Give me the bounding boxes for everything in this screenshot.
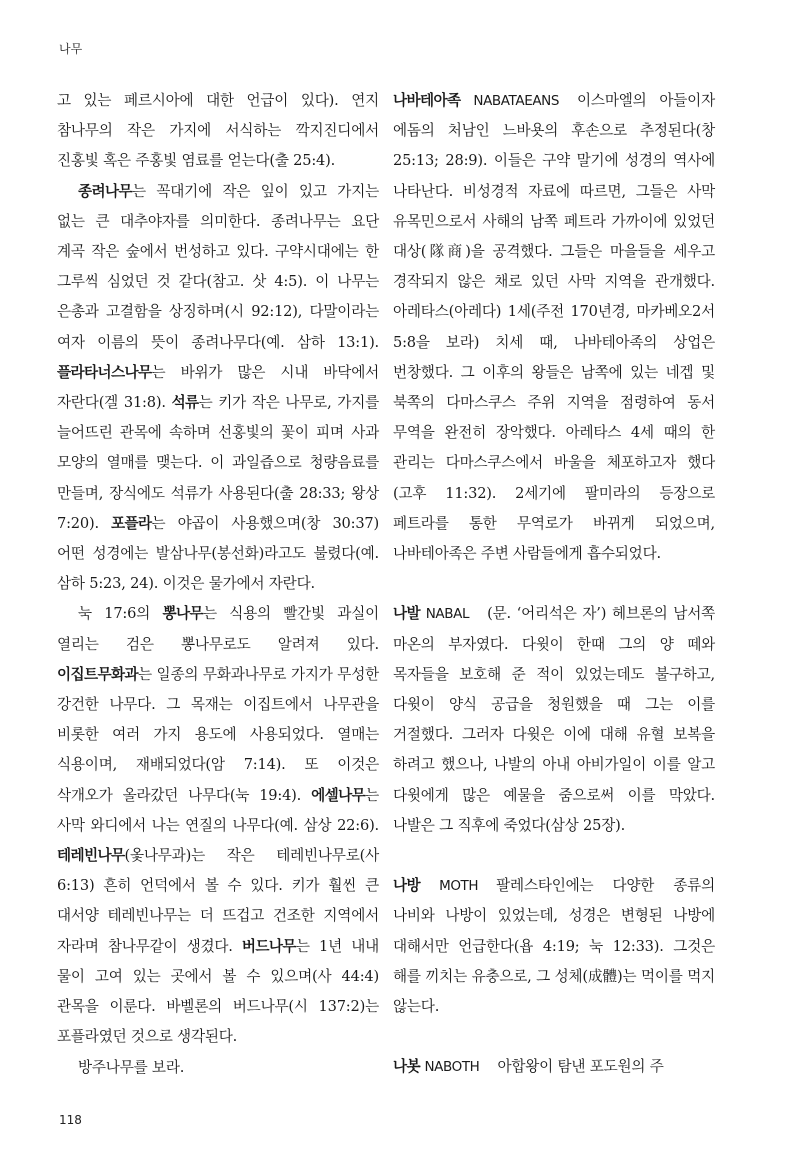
body-text: 는 바위가 많은 시내 바닥에서 자란다(겔 31:8). (57, 363, 379, 412)
dictionary-entry (393, 1052, 715, 1082)
entry-english: NABAL (425, 606, 470, 623)
body-text: 눅 17:6의 (78, 605, 163, 623)
body-text: 고 있는 페르시아에 대한 언급이 있다). 연지 참나무의 작은 가지에 서식하는 깍지진디에서 진홍빛 혹은 주홍빛 염료를 얻는다(출 25:4). (57, 92, 379, 170)
running-head: 나무 (59, 42, 83, 56)
body-text: 는 일종의 무화과나무로 가지가 무성한 강건한 나무다. 그 목재는 이집트에서 나무관을 비롯한 여러 가지 용도에 사용되었다. 열매는 식용이며, 재배되었다(암 7:14). 또 이것은 삭개오가 올라갔던 나무다(눅 19:4). (57, 665, 379, 804)
paragraph (57, 599, 379, 1052)
entry-english: MOTH (439, 878, 479, 895)
entry-headword: 나봇 (393, 1058, 420, 1076)
body-text: 는 키가 작은 나무로, 가지를 늘어뜨린 관목에 속하며 선홍빛의 꽃이 피며 사과 모양의 열매를 맺는다. 이 과일즙으로 청량음료를 만들며, 장식에도 석류가 사용된다(출 28:33; 왕상 7:20). (57, 394, 379, 532)
entry-body: 팔레스타인에는 다양한 종류의 나비와 나방이 있었는데, 성경은 변형된 나방에 대해서만 언급한다(욥 4:19; 눅 12:33). 그것은 해를 끼치는 유충으로, 그 성체(成體)는 먹이를 먹지 않는다. (393, 877, 715, 1016)
entry-body: 이스마엘의 아들이자 에돔의 처남인 느바욧의 후손으로 추정된다(창 25:13; 28:9). 이들은 구약 말기에 성경의 역사에 나타난다. 비성경적 자료에 따르면, 그들은 사막 유목민으로서 사해의 남쪽 페트라 가까이에 있었던 대상(隊商)을 공격했다. 그들은 마을들을 세우고 경작되지 않은 채로 있던 사막 지역을 관개했다. 아레타스(아레다) 1세(주전 170년경, 마카베오2서 5:8을 보라) 치세 때, 나바테아족의 상업은 번창했다. 그 이후의 왕들은 남쪽에 있는 네겝 및 북쪽의 다마스쿠스 주위 지역을 점령하여 동서 무역을 완전히 장악했다. 아레타스 4세 때의 한 관리는 다마스쿠스에서 바울을 체포하고자 했다(고후 11:32). 2세기에 팔미라의 등장으로 페트라를 통한 무역로가 바뀌게 되었으며, 나바테아족은 주변 사람들에게 흡수되었다. (393, 92, 715, 563)
term-pomegranate: 석류 (171, 394, 199, 412)
page-number: 118 (59, 1113, 82, 1127)
body-text: 는 1년 내내 물이 고여 있는 곳에서 볼 수 있으며(사 44:4) 관목을 이룬다. 바벨론의 버드나무(시 137:2)는 포플라였던 것으로 생각된다. (57, 937, 379, 1046)
dictionary-entry (393, 871, 715, 1022)
entry-body: 아합왕이 탐낸 포도원의 주 (497, 1058, 664, 1076)
dictionary-entry (393, 86, 715, 569)
entry-english: NABATAEANS (473, 93, 560, 109)
term-willow: 버드나무 (241, 937, 296, 955)
term-sycomore: 이집트무화과 (57, 665, 138, 683)
term-terebinth: 테레빈나무 (57, 847, 125, 865)
body-text: 는 꼭대기에 작은 잎이 있고 가지는 없는 큰 대추야자를 의미한다. 종려나무는 요단 계곡 작은 숲에서 번성하고 있다. 구약시대에는 한 그루씩 심었던 것 같다(참고. 삿 4:5). 이 나무는 은총과 고결함을 상징하며(시 92:12), 다말이라는 여자 이름의 뜻이 종려나무다(예. 삼하 13:1). (57, 182, 379, 351)
body-text: 는 사막 와디에서 나는 연질의 나무다(예. 삼상 22:6). (57, 786, 379, 834)
cross-reference (57, 1053, 379, 1083)
body-text: 는 야곱이 사용했으며(창 30:37) 어떤 성경에는 발삼나무(봉선화)라고도 불렸다(예. 삼하 5:23, 24). 이것은 물가에서 자란다. (57, 514, 379, 593)
body-text: (옻나무과)는 작은 테레빈나무로(사 6:13) 흔히 언덕에서 볼 수 있다. 키가 훨씬 큰 대서양 테레빈나무는 더 뜨겁고 건조한 지역에서 자라며 참나무같이 생겼다. (57, 847, 379, 955)
paragraph (57, 177, 379, 600)
paragraph (57, 86, 379, 177)
entry-english: NABOTH (424, 1059, 480, 1076)
entry-headword: 나방 (393, 877, 420, 895)
term-palm: 종려나무 (78, 182, 132, 200)
term-sycamine: 뽕나무 (162, 605, 203, 623)
entry-headword: 나발 (393, 605, 420, 623)
term-plane-tree: 플라타너스나무 (57, 363, 152, 381)
body-text: 방주나무를 보라. (78, 1058, 185, 1076)
body-text: 는 식용의 빨간빛 과실이 열리는 검은 뽕나무로도 알려져 있다. (57, 605, 379, 653)
entry-headword: 나바테아족 (393, 92, 461, 109)
right-column (393, 86, 715, 1113)
term-poplar: 포플라 (111, 514, 152, 532)
entry-body: (문. ‘어리석은 자’) 헤브론의 남서쪽 마온의 부자였다. 다윗이 한때 그의 양 떼와 목자들을 보호해 준 적이 있었는데도 불구하고, 다윗이 양식 공급을 청원했을 때 그는 이를 거절했다. 그러자 다윗은 이에 대해 유혈 보복을 하려고 했으나, 나발의 아내 아비가일이 이를 알고 다윗에게 많은 예물을 줌으로써 이를 막았다. 나발은 그 직후에 죽었다(삼상 25장). (393, 605, 715, 834)
dictionary-entry (393, 599, 715, 841)
term-tamarisk: 에셀나무 (311, 786, 366, 804)
left-column (57, 86, 379, 1083)
